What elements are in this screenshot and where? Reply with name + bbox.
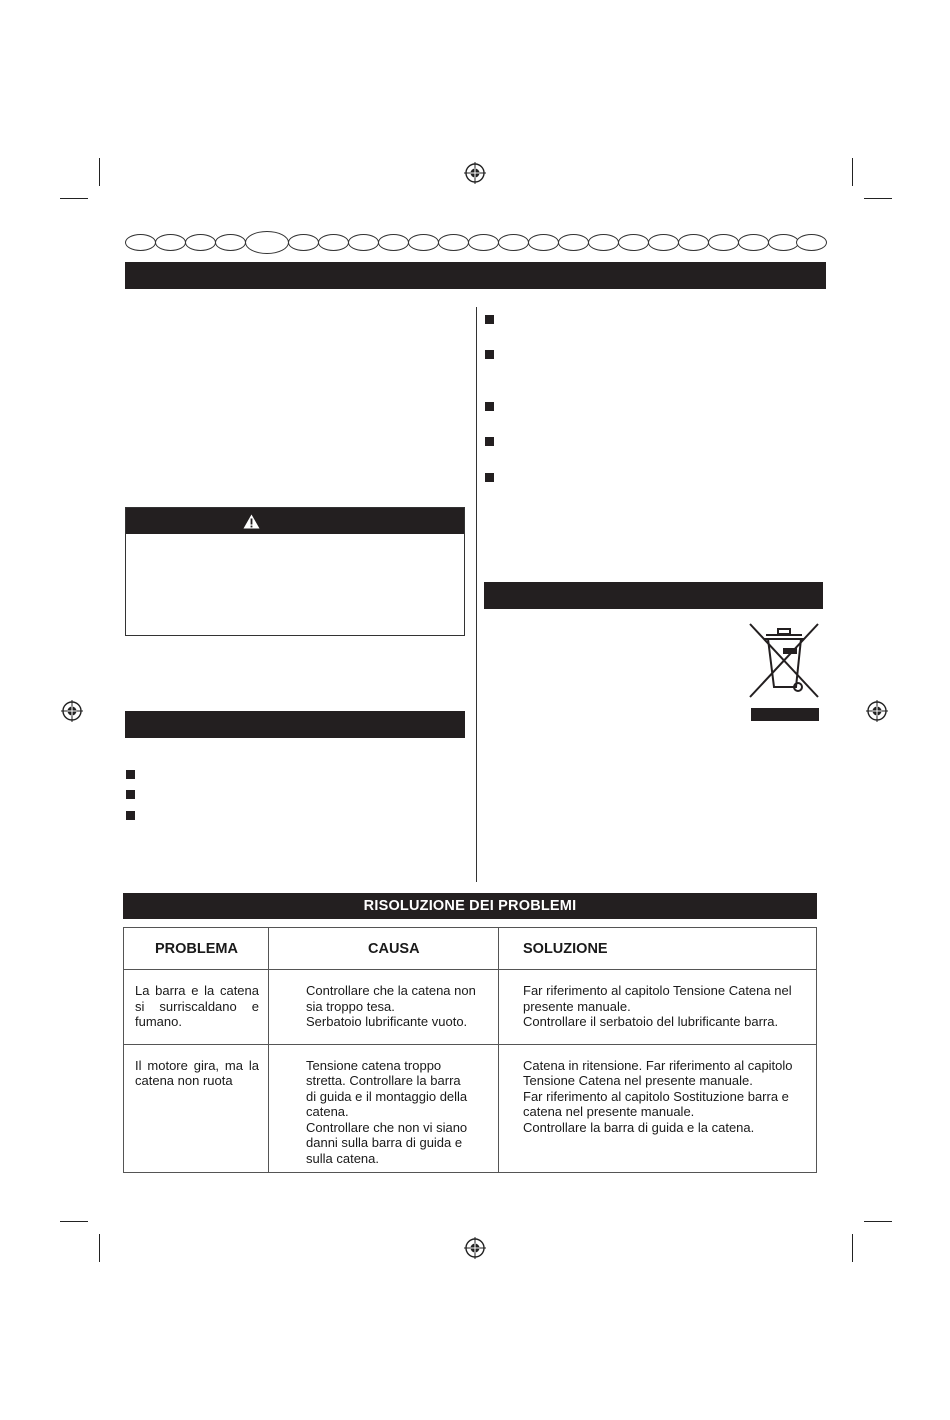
crop-mark (60, 198, 88, 199)
column-header-problem: PROBLEMA (124, 928, 269, 970)
registration-crosshair-icon (866, 700, 888, 722)
language-tab[interactable] (215, 234, 246, 251)
column-header-solution: SOLUZIONE (499, 928, 817, 970)
solution-cell: Catena in ritensione. Far riferimento al capitolo Tensione Catena nel presente manuale. Far riferimento al capitolo Sostituzione barra e catena nel presente manuale. Controllare la barra di guida e la catena. (499, 1044, 817, 1173)
language-tab[interactable] (768, 234, 799, 251)
language-tab[interactable] (125, 234, 156, 251)
cause-cell: Tensione catena troppo stretta. Controllare la barra di guida e il montaggio della catena. Controllare che non vi siano danni sulla barra di guida e sulla catena. (269, 1044, 499, 1173)
troubleshooting-title: RISOLUZIONE DEI PROBLEMI (123, 893, 817, 919)
language-tab[interactable] (408, 234, 439, 251)
warning-box-header (126, 508, 464, 534)
language-tab[interactable] (528, 234, 559, 251)
language-tabs (125, 231, 827, 253)
language-tab-active[interactable] (245, 231, 289, 254)
section-header-bar (484, 582, 823, 609)
table-row (124, 970, 817, 1045)
bullet-marker (126, 811, 135, 820)
crop-mark (864, 198, 892, 199)
language-tab[interactable] (288, 234, 319, 251)
registration-crosshair-icon (464, 1237, 486, 1259)
language-tab[interactable] (155, 234, 186, 251)
language-tab[interactable] (318, 234, 349, 251)
bullet-marker (485, 437, 494, 446)
problem-cell: Il motore gira, ma la catena non ruota (124, 1044, 269, 1173)
table-header-row (124, 928, 817, 970)
crop-mark (99, 1234, 100, 1262)
language-tab[interactable] (648, 234, 679, 251)
bullet-marker (485, 402, 494, 411)
page-header-bar (125, 262, 826, 289)
bullet-marker (126, 790, 135, 799)
table-row (124, 1044, 817, 1173)
column-divider (476, 307, 477, 882)
language-tab[interactable] (438, 234, 469, 251)
warning-triangle-icon (243, 514, 260, 529)
language-tab[interactable] (678, 234, 709, 251)
crop-mark (864, 1221, 892, 1222)
bullet-marker (485, 315, 494, 324)
warning-box (125, 507, 465, 636)
language-tab[interactable] (498, 234, 529, 251)
bullet-marker (126, 770, 135, 779)
registration-crosshair-icon (464, 162, 486, 184)
crop-mark (852, 158, 853, 186)
crop-mark (852, 1234, 853, 1262)
registration-crosshair-icon (61, 700, 83, 722)
problem-cell: La barra e la catena si surriscaldano e fumano. (124, 970, 269, 1045)
language-tab[interactable] (378, 234, 409, 251)
language-tab[interactable] (348, 234, 379, 251)
bullet-marker (485, 473, 494, 482)
language-tab[interactable] (796, 234, 827, 251)
language-tab[interactable] (185, 234, 216, 251)
column-header-cause: CAUSA (269, 928, 499, 970)
language-tab[interactable] (738, 234, 769, 251)
crop-mark (99, 158, 100, 186)
language-tab[interactable] (618, 234, 649, 251)
troubleshooting-table (123, 927, 817, 1173)
language-tab[interactable] (468, 234, 499, 251)
language-tab[interactable] (588, 234, 619, 251)
crossed-out-wheelie-bin-icon (748, 623, 820, 723)
language-tab[interactable] (558, 234, 589, 251)
cause-cell: Controllare che la catena non sia troppo tesa. Serbatoio lubrificante vuoto. (269, 970, 499, 1045)
bullet-marker (485, 350, 494, 359)
language-tab[interactable] (708, 234, 739, 251)
section-header-bar (125, 711, 465, 738)
solution-cell: Far riferimento al capitolo Tensione Catena nel presente manuale. Controllare il serbatoio del lubrificante barra. (499, 970, 817, 1045)
crop-mark (60, 1221, 88, 1222)
